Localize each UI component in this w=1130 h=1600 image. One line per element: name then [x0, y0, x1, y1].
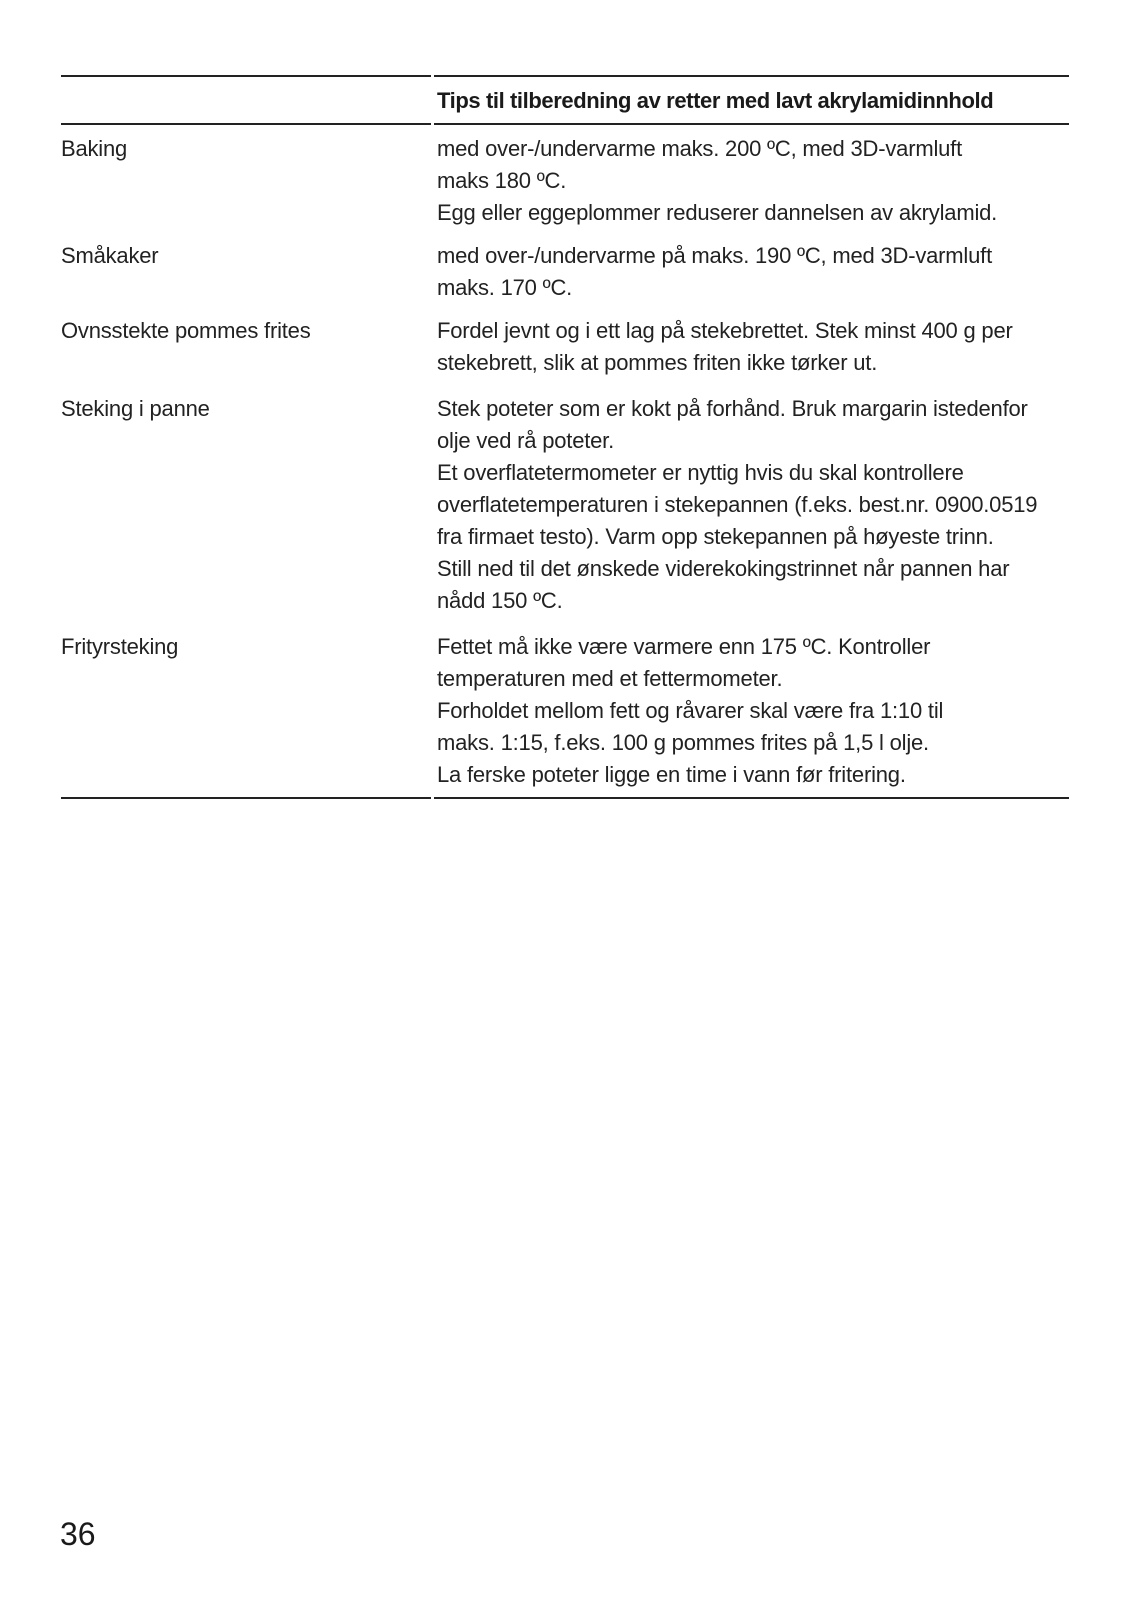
row-text-line: Fettet må ikke være varmere enn 175 ºC. Kontroller temperaturen med et fettermometer.	[437, 634, 931, 691]
row-label: Steking i panne	[61, 396, 210, 421]
row-text-line: Egg eller eggeplommer reduserer dannelsen av akrylamid.	[437, 200, 998, 225]
row-text-line: Still ned til det ønskede viderekokingstrinnet når pannen har nådd 150 ºC.	[437, 556, 1010, 613]
page-number: 36	[60, 1516, 96, 1552]
row-text-line: med over-/undervarme på maks. 190 ºC, med 3D-varmluft maks. 170 ºC.	[437, 243, 992, 300]
table-row	[61, 315, 1069, 379]
row-text	[437, 631, 1069, 791]
tips-table	[61, 75, 1069, 799]
row-text-line: med over-/undervarme maks. 200 ºC, med 3D-varmluft maks 180 ºC.	[437, 136, 962, 193]
row-text-line: Forholdet mellom fett og råvarer skal være fra 1:10 til maks. 1:15, f.eks. 100 g pommes frites på 1,5 l olje.	[437, 698, 944, 755]
row-label: Baking	[61, 136, 128, 161]
row-text	[437, 133, 1069, 229]
table-row	[61, 133, 1069, 229]
row-text	[437, 240, 1069, 304]
row-text	[437, 393, 1069, 617]
row-text	[437, 315, 1069, 379]
row-text-line: La ferske poteter ligge en time i vann før fritering.	[437, 762, 906, 787]
table-row	[61, 240, 1069, 304]
row-text-line: Stek poteter som er kokt på forhånd. Bruk margarin istedenfor olje ved rå poteter.	[437, 396, 1028, 453]
bottom-rule	[61, 797, 1069, 799]
row-text-line: Fordel jevnt og i ett lag på stekebrettet. Stek minst 400 g per stekebrett, slik at pommes friten ikke tørker ut.	[437, 318, 1013, 375]
table-row	[61, 393, 1069, 617]
row-label: Småkaker	[61, 243, 159, 268]
row-text-line: Et overflatetermometer er nyttig hvis du skal kontrollere overflatetemperaturen i stekepannen (f.eks. best.nr. 0900.0519 fra firmaet testo). Varm opp stekepannen på høyeste trinn.	[437, 460, 1038, 549]
table-header-title: Tips til tilberedning av retter med lavt akrylamidinnhold	[437, 88, 994, 113]
header-rule	[61, 123, 1069, 125]
row-label: Frityrsteking	[61, 634, 179, 659]
table-header	[61, 77, 1069, 123]
row-label: Ovnsstekte pommes frites	[61, 318, 311, 343]
table-row	[61, 631, 1069, 791]
top-rule	[61, 75, 1069, 77]
